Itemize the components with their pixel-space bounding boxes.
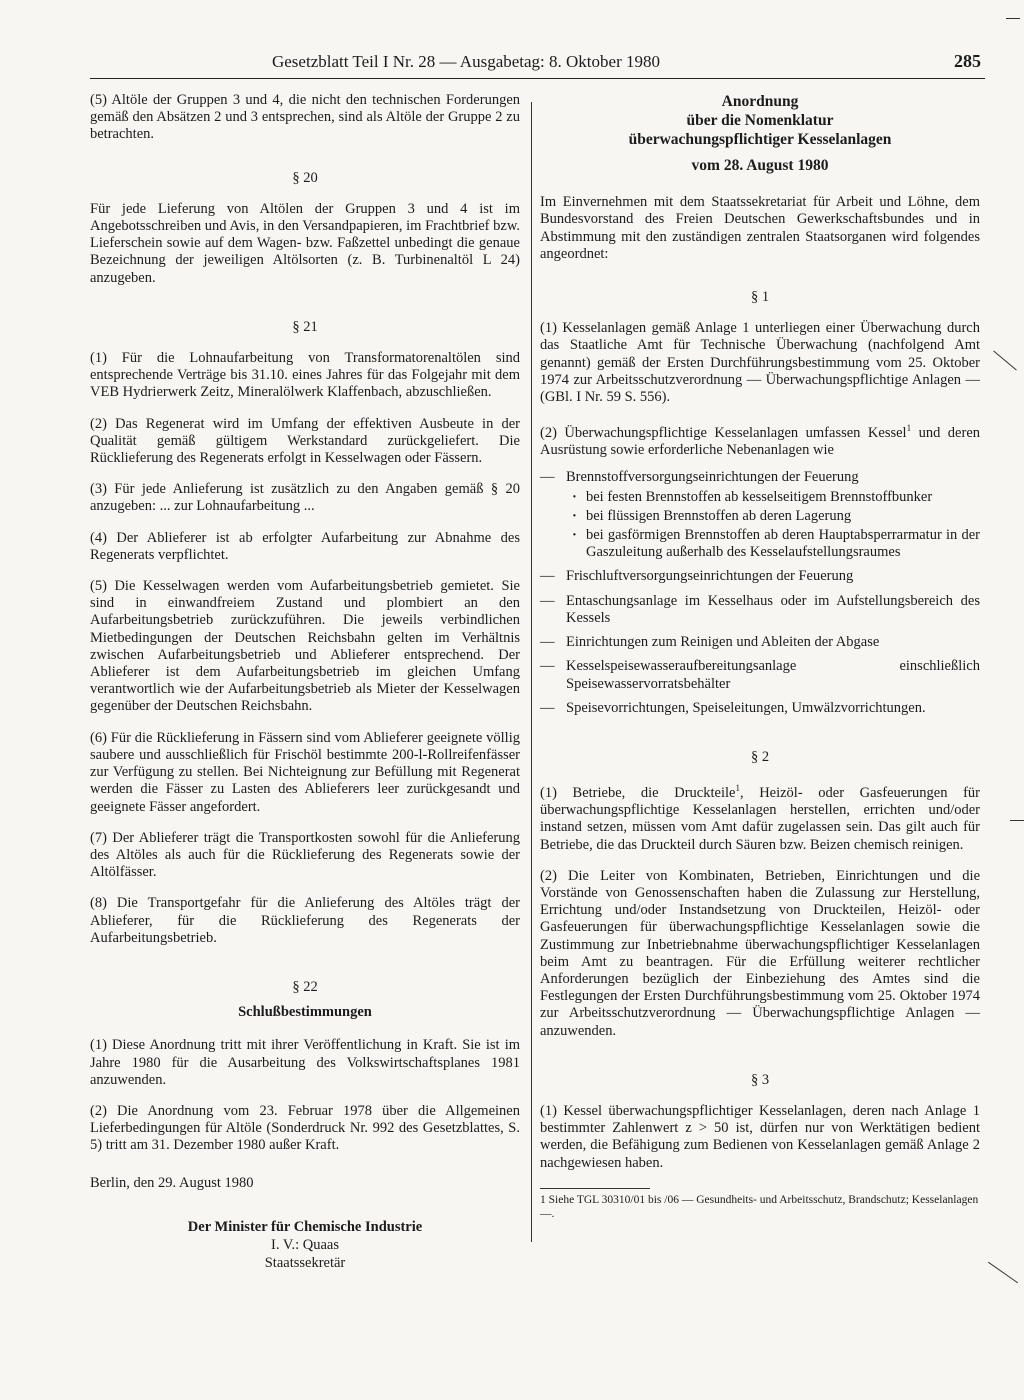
title-line: über die Nomenklatur [686, 112, 834, 129]
sub-list [566, 489, 980, 562]
sub-list-item: · bei gasförmigen Brennstoffen ab deren Hauptabsperrarmatur in der Gaszuleitung außerhalb des Kesselaufstellungsraumes [566, 527, 980, 561]
page-number: 285 [954, 51, 981, 71]
column-divider [531, 102, 532, 1242]
list-item: — Frischluftversorgungseinrichtungen der Feuerung [540, 568, 980, 585]
list-item [540, 469, 980, 561]
list-item: — Entaschungsanlage im Kesselhaus oder im Aufstellungsbereich des Kessels [540, 593, 980, 627]
paragraph: (7) Der Ablieferer trägt die Transportkosten sowohl für die Anlieferung des Altöles als auch für die Rücklieferung des Regenerats sowie der Altölfässer. [90, 829, 520, 881]
sub-list-item: · bei flüssigen Brennstoffen ab deren Lagerung [566, 508, 980, 525]
right-column [540, 92, 980, 1221]
section-heading-22: § 22 [292, 978, 318, 995]
section-heading-20: § 20 [292, 169, 318, 186]
margin-mark [988, 1262, 1018, 1283]
section-title: Schlußbestimmungen [238, 1004, 372, 1021]
paragraph: (1) Kesselanlagen gemäß Anlage 1 unterliegen einer Überwachung durch das Staatliche Amt für Technische Überwachung (nachfolgend Amt genannt) gemäß der Ersten Durchführungsbestimmung vom 25. Oktober 1974 zur Arbeitsschutzverordnung — Überwachungspflichtige Anlagen — (GBl. I Nr. 59 S. 556). [540, 320, 980, 406]
paragraph [540, 420, 980, 459]
paragraph: (3) Für jede Anlieferung ist zusätzlich zu den Angaben gemäß § 20 anzugeben: ... zur Lohnaufarbeitung ... [90, 481, 520, 515]
text-run: (1) Betriebe, die Druckteile [540, 784, 736, 801]
text-run: und deren Ausrüstung sowie erforderliche Nebenanlagen wie [540, 425, 981, 459]
header-title: Gesetzblatt Teil I Nr. 28 — Ausgabetag: 8. Oktober 1980 [271, 52, 660, 71]
list-item: — Einrichtungen zum Reinigen und Ableiten der Abgase [540, 634, 980, 651]
paragraph: (4) Der Ablieferer ist ab erfolgter Aufarbeitung zur Abnahme des Regenerats verpflichtet. [90, 529, 520, 563]
paragraph: (8) Die Transportgefahr für die Anlieferung des Altöles trägt der Ablieferer, für die Rücklieferung des Regenerats der Aufarbeitungsbetrieb. [90, 895, 520, 946]
paragraph: (1) Diese Anordnung tritt mit ihrer Veröffentlichung in Kraft. Sie ist im Jahre 1980 für die Ausarbeitung des Volkswirtschaftsplanes 1981 anzuwenden. [90, 1037, 520, 1088]
document-title [540, 92, 980, 149]
signature-role: Staatssekretär [264, 1254, 346, 1271]
paragraph [540, 780, 980, 854]
paragraph: (1) Kessel überwachungspflichtiger Kesselanlagen, deren nach Anlage 1 bestimmter Zahlenwert z > 50 ist, dürfen nur von Werktätigen bedient werden, die Befähigung zum Bedienen von Kesselanlagen gemäß Anlage 2 nachgewiesen haben. [540, 1102, 980, 1171]
section-heading-1: § 1 [750, 289, 770, 306]
paragraph: (2) Die Leiter von Kombinaten, Betrieben, Einrichtungen und die Vorstände von Genossenschaften haben die Zulassung zur Herstellung, Errichtung und/oder Instandsetzung von Druckteilen, Heizöl- oder Gasfeuerungen für überwachungspflichtige Kesselanlagen sowie die Zustimmung zur Inbetriebnahme überwachungspflichtiger Kesselanlagen beim Amt zu beantragen. Für die Erfüllung weiterer rechtlicher Anforderungen bezüglich der Einbeziehung des Amtes sind die Festlegungen der Ersten Durchführungsbestimmung vom 25. Oktober 1974 zur Arbeitsschutzverordnung — Überwachungspflichtige Anlagen — anzuwenden. [540, 867, 980, 1039]
paragraph: (6) Für die Rücklieferung in Fässern sind vom Ablieferer geeignete völlig saubere und ausschließlich für Frischöl bestimmte 200-l-Rollreifenfässer zur Verfügung zu stellen. Bei Nichteignung zur Befüllung mit Regenerat werden die Fässer zu Lasten des Ablieferers leer zurückgesandt und geeignete Fässer angefordert. [90, 729, 520, 815]
signature-name: I. V.: Quaas [271, 1236, 339, 1253]
text-run: , Heizöl- oder Gasfeuerungen für überwachungspflichtige Kesselanlagen herstellen, errichten und/oder instand setzen, müssen vom Amt dafür zugelassen sein. Das gilt auch für Betriebe, die das Druckteil durch Säuren bzw. Beizen chemisch reinigen. [540, 784, 980, 853]
paragraph: (5) Die Kesselwagen werden vom Aufarbeitungsbetrieb gemietet. Sie sind in einwandfreiem Zustand und plombiert an den Aufarbeitungsbetrieb zurückzuführen. Die jeweils verbindlichen Mietbedingungen der Deutschen Reichsbahn gelten im Verhältnis zwischen Aufarbeitungsbetrieb und Ablieferer entsprechend. Der Ablieferer ist dem Aufarbeitungsbetrieb im gleichen Umfang verantwortlich wie der Aufarbeitungsbetrieb als Mieter der Kesselwagen gegenüber der Deutschen Reichsbahn. [90, 578, 520, 715]
sub-list-item: · bei festen Brennstoffen ab kesselseitigem Brennstoffbunker [566, 489, 980, 506]
section-heading-2: § 2 [750, 748, 770, 765]
paragraph: (1) Für die Lohnaufarbeitung von Transformatorenaltölen sind entsprechende Verträge bis 31.10. eines Jahres für das Folgejahr mit dem VEB Hydrierwerk Zeitz, Mineralölwerk Klaffenbach, abzuschließen. [90, 350, 520, 401]
footnote: 1 Siehe TGL 30310/01 bis /06 — Gesundheits- und Arbeitsschutz, Brandschutz; Kesselanlagen —. [540, 1193, 979, 1220]
document-date: vom 28. August 1980 [691, 157, 829, 174]
title-line: überwachungspflichtiger Kesselanlagen [628, 131, 892, 148]
signature-block [90, 1218, 520, 1272]
list-item: — Speisevorrichtungen, Speiseleitungen, Umwälzvorrichtungen. [540, 700, 980, 717]
margin-mark [993, 350, 1017, 370]
margin-mark [1010, 820, 1024, 821]
section-heading-3: § 3 [750, 1071, 770, 1088]
text-run: (2) Überwachungspflichtige Kesselanlagen umfassen Kessel [540, 425, 907, 442]
footnote-ref: 1 [735, 783, 740, 794]
paragraph: Für jede Lieferung von Altölen der Gruppen 3 und 4 ist im Angebotsschreiben und Avis, in den Versandpapieren, im Frachtbrief bzw. Lieferschein sowie auf dem Wagen- bzw. Faßzettel unbedingt die genaue Bezeichnung der jeweiligen Altölsorten (z. B. Turbinenaltöl L 24) anzugeben. [90, 200, 520, 286]
section-heading-21: § 21 [292, 318, 318, 335]
paragraph: Im Einvernehmen mit dem Staatssekretariat für Arbeit und Löhne, dem Bundesvorstand des Freien Deutschen Gewerkschaftsbundes und in Abstimmung mit den zuständigen zentralen Staatsorganen wird folgendes angeordnet: [540, 194, 980, 262]
paragraph: (2) Die Anordnung vom 23. Februar 1978 über die Allgemeinen Lieferbedingungen für Altöle (Sonderdruck Nr. 992 des Gesetzblattes, S. 5) tritt am 31. Dezember 1980 außer Kraft. [90, 1102, 520, 1154]
footnote-rule [540, 1188, 650, 1189]
list-item: — Kesselspeisewasseraufbereitungsanlage einschließlich Speisewasservorratsbehälter [540, 658, 980, 692]
footnote-ref: 1 [906, 423, 912, 434]
title-line: Anordnung [721, 93, 799, 110]
signature-org: Der Minister für Chemische Industrie [187, 1218, 423, 1235]
page-header [90, 48, 985, 79]
list-item-text: Brennstoffversorgungseinrichtungen der Feuerung [566, 469, 859, 486]
left-column [90, 92, 520, 1272]
date-line: Berlin, den 29. August 1980 [90, 1174, 254, 1191]
paragraph: (5) Altöle der Gruppen 3 und 4, die nicht den technischen Forderungen gemäß den Absätzen 2 und 3 entsprechen, sind als Altöle der Gruppe 2 zu betrachten. [90, 92, 520, 143]
margin-mark [1006, 18, 1020, 19]
paragraph: (2) Das Regenerat wird im Umfang der effektiven Ausbeute in der Qualität gemäß gültigem Werkstandard zurückgeliefert. Die Rücklieferung des Regenerats erfolgt in Kesselwagen oder Fässern. [90, 415, 520, 467]
dash-list [540, 469, 980, 716]
